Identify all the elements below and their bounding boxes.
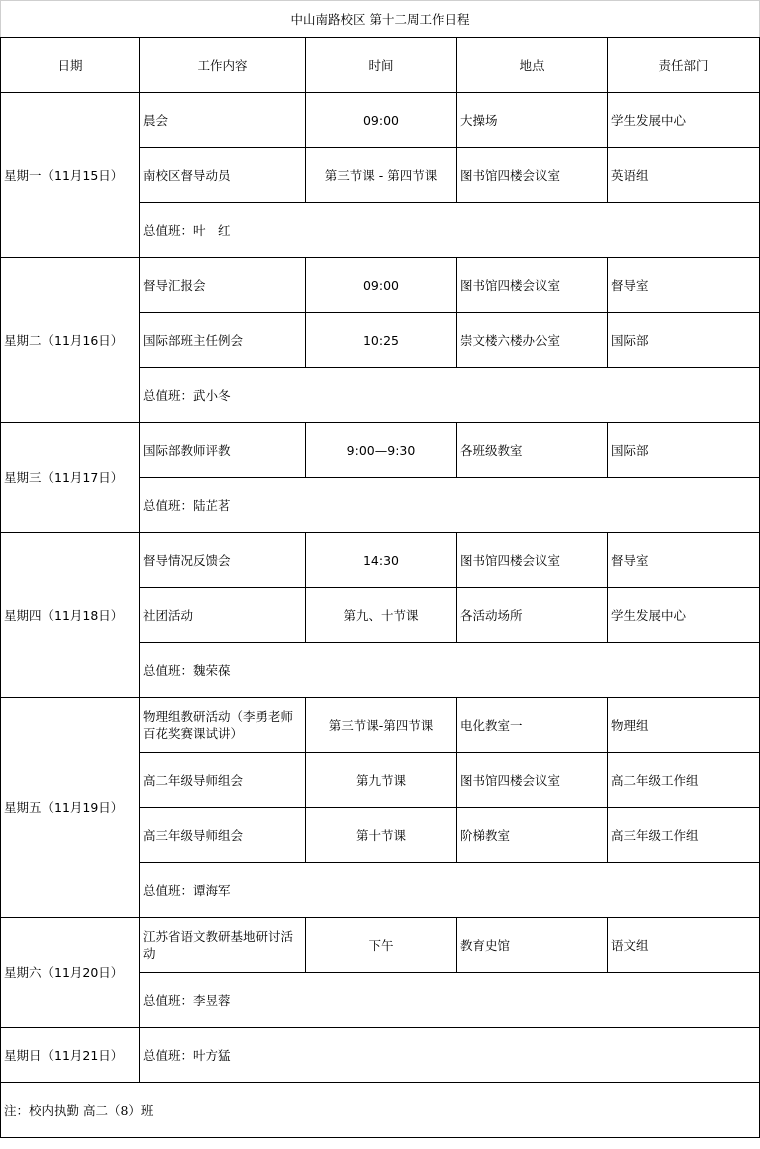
duty-cell: 总值班：魏荣葆 <box>140 643 760 698</box>
time-cell: 第三节课-第四节课 <box>306 698 457 753</box>
location-cell: 电化教室一 <box>457 698 608 753</box>
header-date: 日期 <box>1 38 140 93</box>
duty-cell: 总值班：李昱蓉 <box>140 973 760 1028</box>
time-cell: 第九、十节课 <box>306 588 457 643</box>
location-cell: 图书馆四楼会议室 <box>457 753 608 808</box>
header-time: 时间 <box>306 38 457 93</box>
content-cell: 晨会 <box>140 93 306 148</box>
header-row <box>1 38 760 93</box>
content-cell: 督导情况反馈会 <box>140 533 306 588</box>
content-cell: 社团活动 <box>140 588 306 643</box>
header-dept: 责任部门 <box>608 38 760 93</box>
content-cell: 物理组教研活动（李勇老师百花奖赛课试讲） <box>140 698 306 753</box>
day-cell: 星期一（11月15日） <box>1 93 140 258</box>
dept-cell: 英语组 <box>608 148 760 203</box>
time-cell: 下午 <box>306 918 457 973</box>
content-cell: 国际部教师评教 <box>140 423 306 478</box>
time-cell: 第十节课 <box>306 808 457 863</box>
time-cell: 9:00—9:30 <box>306 423 457 478</box>
table-row <box>1 258 760 313</box>
table-row <box>1 423 760 478</box>
duty-cell: 总值班：叶 红 <box>140 203 760 258</box>
content-cell: 南校区督导动员 <box>140 148 306 203</box>
page-title: 中山南路校区 第十二周工作日程 <box>1 1 760 38</box>
location-cell: 图书馆四楼会议室 <box>457 533 608 588</box>
title-row <box>1 1 760 38</box>
day-cell: 星期五（11月19日） <box>1 698 140 918</box>
note-text: 注：校内执勤 高二（8）班 <box>1 1083 760 1138</box>
location-cell: 教育史馆 <box>457 918 608 973</box>
duty-cell: 总值班：武小冬 <box>140 368 760 423</box>
note-row <box>1 1083 760 1138</box>
location-cell: 各活动场所 <box>457 588 608 643</box>
dept-cell: 督导室 <box>608 258 760 313</box>
dept-cell: 高三年级工作组 <box>608 808 760 863</box>
table-row <box>1 533 760 588</box>
content-cell: 国际部班主任例会 <box>140 313 306 368</box>
content-cell: 江苏省语文教研基地研讨活动 <box>140 918 306 973</box>
location-cell: 图书馆四楼会议室 <box>457 258 608 313</box>
dept-cell: 国际部 <box>608 423 760 478</box>
dept-cell: 国际部 <box>608 313 760 368</box>
duty-row <box>1 1028 760 1083</box>
time-cell: 09:00 <box>306 258 457 313</box>
dept-cell: 高二年级工作组 <box>608 753 760 808</box>
dept-cell: 物理组 <box>608 698 760 753</box>
content-cell: 督导汇报会 <box>140 258 306 313</box>
time-cell: 14:30 <box>306 533 457 588</box>
table-row <box>1 918 760 973</box>
dept-cell: 语文组 <box>608 918 760 973</box>
table-row <box>1 93 760 148</box>
location-cell: 崇文楼六楼办公室 <box>457 313 608 368</box>
time-cell: 第九节课 <box>306 753 457 808</box>
header-location: 地点 <box>457 38 608 93</box>
duty-cell: 总值班：叶方猛 <box>140 1028 760 1083</box>
header-content: 工作内容 <box>140 38 306 93</box>
day-cell: 星期四（11月18日） <box>1 533 140 698</box>
location-cell: 大操场 <box>457 93 608 148</box>
location-cell: 各班级教室 <box>457 423 608 478</box>
day-cell: 星期三（11月17日） <box>1 423 140 533</box>
day-cell: 星期日（11月21日） <box>1 1028 140 1083</box>
content-cell: 高三年级导师组会 <box>140 808 306 863</box>
content-cell: 高二年级导师组会 <box>140 753 306 808</box>
duty-cell: 总值班：谭海军 <box>140 863 760 918</box>
time-cell: 第三节课 - 第四节课 <box>306 148 457 203</box>
time-cell: 09:00 <box>306 93 457 148</box>
duty-cell: 总值班：陆芷茗 <box>140 478 760 533</box>
time-cell: 10:25 <box>306 313 457 368</box>
dept-cell: 督导室 <box>608 533 760 588</box>
location-cell: 阶梯教室 <box>457 808 608 863</box>
dept-cell: 学生发展中心 <box>608 93 760 148</box>
dept-cell: 学生发展中心 <box>608 588 760 643</box>
location-cell: 图书馆四楼会议室 <box>457 148 608 203</box>
table-row <box>1 698 760 753</box>
day-cell: 星期二（11月16日） <box>1 258 140 423</box>
day-cell: 星期六（11月20日） <box>1 918 140 1028</box>
